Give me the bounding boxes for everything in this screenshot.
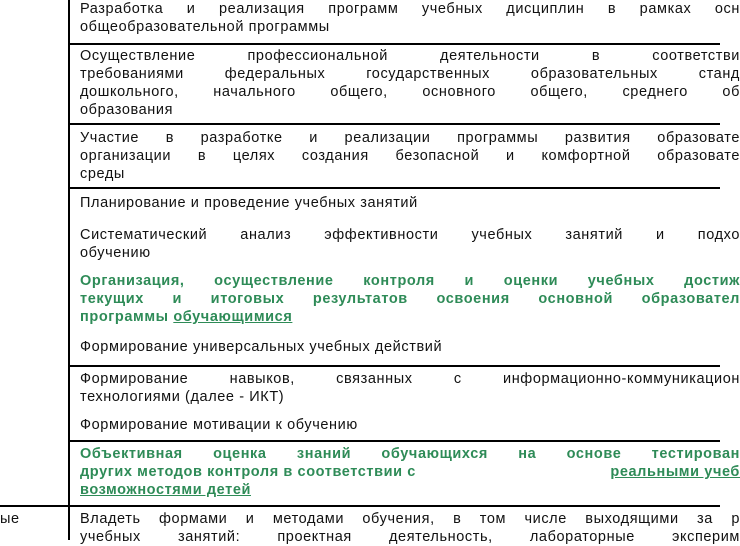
left-column-fragment: [0, 510, 66, 540]
row-text: Формирование универсальных учебных действий: [80, 339, 443, 355]
row-text: среды: [80, 166, 125, 182]
row-text-highlight: программы: [80, 309, 174, 325]
row-border: [68, 440, 720, 442]
underlined-term: возможностями детей: [80, 482, 251, 498]
row-text-highlight: [80, 308, 292, 326]
row-border: [68, 365, 720, 367]
table-row: [80, 194, 740, 264]
row-text-highlight: текущих и итоговых результатов освоения основной образовател: [80, 291, 740, 307]
row-text: Формирование мотивации к обучению: [80, 417, 358, 433]
row-text: Владеть формами и методами обучения, в том числе выходящими за р: [80, 511, 740, 527]
table-row: [80, 47, 740, 123]
row-text-highlight: [80, 463, 740, 481]
row-text: Систематический анализ эффективности учебных занятий и подхо: [80, 227, 740, 243]
row-text-highlight: Объективная оценка знаний обучающихся на основе тестирован: [80, 446, 740, 462]
table-row: [80, 510, 740, 545]
row-border: [68, 43, 720, 45]
row-text: Разработка и реализация программ учебных дисциплин в рамках осн: [80, 1, 740, 17]
row-text: обучению: [80, 245, 151, 261]
row-text: Планирование и проведение учебных занятий: [80, 195, 418, 211]
table-row: [80, 0, 740, 43]
table-row: [80, 129, 740, 187]
row-text: организации в целях создания безопасной и комфортной образовате: [80, 148, 740, 164]
row-text: образования: [80, 102, 174, 118]
underlined-term: реальными учеб: [610, 464, 740, 480]
row-border: [68, 123, 720, 125]
table-row: [80, 272, 740, 364]
row-text-highlight: других методов контроля в соответствии с: [80, 464, 416, 480]
table-row: [80, 370, 740, 440]
row-text: требованиями федеральных государственных образовательных станд: [80, 66, 740, 82]
row-border: [0, 505, 720, 507]
row-text: общеобразовательной программы: [80, 19, 330, 35]
underlined-term: обучающимися: [173, 309, 293, 325]
row-text-highlight: Организация, осуществление контроля и оценки учебных достиж: [80, 273, 740, 289]
row-text: Формирование навыков, связанных с информационно-коммуникацион: [80, 371, 740, 387]
row-text: учебных занятий: проектная деятельность, лабораторные эксперим: [80, 529, 740, 545]
row-text: технологиями (далее - ИКТ): [80, 389, 285, 405]
row-text: Осуществление профессиональной деятельности в соответстви: [80, 48, 740, 64]
table-column-border: [68, 0, 70, 540]
row-text: ые: [0, 511, 20, 527]
row-text: Участие в разработке и реализации программы развития образовате: [80, 130, 740, 146]
row-border: [68, 187, 720, 189]
row-text: дошкольного, начального общего, основного общего, среднего об: [80, 84, 740, 100]
table-row: [80, 445, 740, 505]
